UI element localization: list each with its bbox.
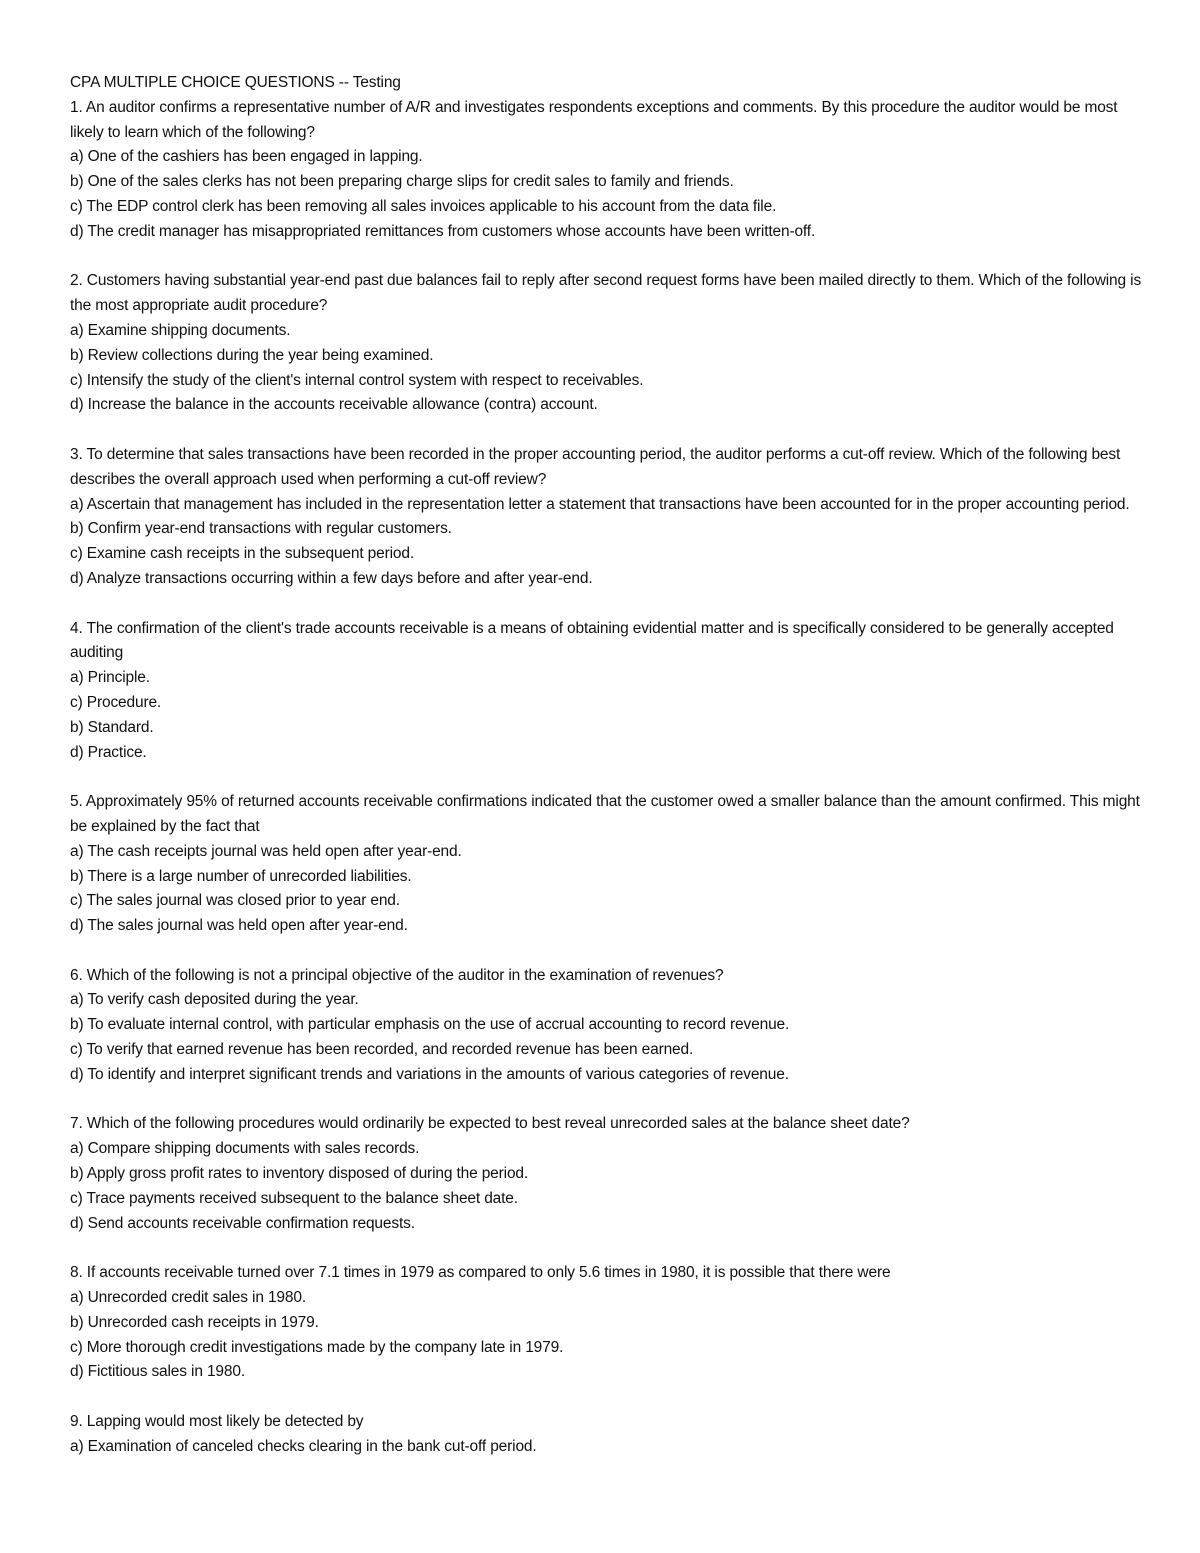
question-stem: 3. To determine that sales transactions have been recorded in the proper accounting period, the auditor performs a cut-off review. Which of the following best describes the overall approach used when performing a cut-off review? xyxy=(70,445,1121,488)
answer-options xyxy=(70,493,1150,592)
answer-option: d) The sales journal was held open after year-end. xyxy=(70,917,408,935)
question-3 xyxy=(70,443,1150,592)
answer-option: b) One of the sales clerks has not been preparing charge slips for credit sales to family and friends. xyxy=(70,173,734,191)
answer-options xyxy=(70,319,1150,418)
answer-options xyxy=(70,988,1150,1087)
answer-option: c) The sales journal was closed prior to year end. xyxy=(70,892,400,910)
answer-option: c) Trace payments received subsequent to the balance sheet date. xyxy=(70,1189,518,1207)
answer-options xyxy=(70,840,1150,939)
answer-option: d) Practice. xyxy=(70,743,147,761)
question-stem: 7. Which of the following procedures would ordinarily be expected to best reveal unrecorded sales at the balance sheet date? xyxy=(70,1115,910,1133)
question-stem: 1. An auditor confirms a representative number of A/R and investigates respondents exceptions and comments. By this procedure the auditor would be most likely to learn which of the following? xyxy=(70,98,1118,141)
answer-options xyxy=(70,1435,1150,1460)
answer-option: a) Unrecorded credit sales in 1980. xyxy=(70,1289,306,1307)
answer-option: d) Increase the balance in the accounts receivable allowance (contra) account. xyxy=(70,396,598,414)
question-stem: 8. If accounts receivable turned over 7.1 times in 1979 as compared to only 5.6 times in 1980, it is possible that there were xyxy=(70,1264,891,1282)
answer-option: c) Intensify the study of the client's internal control system with respect to receivables. xyxy=(70,371,644,389)
answer-option: b) Review collections during the year being examined. xyxy=(70,346,434,364)
answer-option: a) Examination of canceled checks clearing in the bank cut-off period. xyxy=(70,1437,537,1455)
question-9 xyxy=(70,1410,1150,1460)
answer-option: d) Send accounts receivable confirmation requests. xyxy=(70,1214,415,1232)
question-stem: 5. Approximately 95% of returned accounts receivable confirmations indicated that the customer owed a smaller balance than the amount confirmed. This might be explained by the fact that xyxy=(70,793,1140,835)
answer-option: b) To evaluate internal control, with particular emphasis on the use of accrual accounting to record revenue. xyxy=(70,1016,790,1034)
answer-options xyxy=(70,145,1150,244)
answer-option: d) Analyze transactions occurring within a few days before and after year-end. xyxy=(70,569,593,587)
answer-option: b) Standard. xyxy=(70,718,154,736)
answer-options xyxy=(70,666,1150,765)
question-stem: 9. Lapping would most likely be detected by xyxy=(70,1413,364,1431)
document-title: CPA MULTIPLE CHOICE QUESTIONS -- Testing xyxy=(70,74,401,91)
answer-option: a) Ascertain that management has included in the representation letter a statement that transactions have been accounted for in the proper accounting period. xyxy=(70,495,1130,513)
document-page xyxy=(70,71,1150,1460)
question-1 xyxy=(70,96,1150,245)
answer-option: b) Apply gross profit rates to inventory disposed of during the period. xyxy=(70,1165,529,1183)
answer-options xyxy=(70,1286,1150,1385)
answer-option: d) Fictitious sales in 1980. xyxy=(70,1363,245,1381)
question-7 xyxy=(70,1112,1150,1236)
answer-option: a) The cash receipts journal was held open after year-end. xyxy=(70,842,462,860)
question-2 xyxy=(70,269,1150,418)
answer-option: a) Examine shipping documents. xyxy=(70,321,291,339)
answer-options xyxy=(70,1137,1150,1236)
question-list xyxy=(70,96,1150,1460)
answer-option: d) The credit manager has misappropriated remittances from customers whose accounts have been written-off. xyxy=(70,222,816,240)
answer-option: a) Compare shipping documents with sales records. xyxy=(70,1140,420,1158)
answer-option: c) The EDP control clerk has been removing all sales invoices applicable to his account from the data file. xyxy=(70,197,777,215)
answer-option: b) Unrecorded cash receipts in 1979. xyxy=(70,1313,319,1331)
answer-option: c) More thorough credit investigations made by the company late in 1979. xyxy=(70,1338,564,1356)
answer-option: c) To verify that earned revenue has been recorded, and recorded revenue has been earned. xyxy=(70,1041,694,1059)
answer-option: b) Confirm year-end transactions with regular customers. xyxy=(70,520,452,538)
question-stem: 6. Which of the following is not a principal objective of the auditor in the examination of revenues? xyxy=(70,966,724,984)
answer-option: a) Principle. xyxy=(70,669,150,687)
question-8 xyxy=(70,1261,1150,1385)
answer-option: d) To identify and interpret significant trends and variations in the amounts of various categories of revenue. xyxy=(70,1065,789,1083)
question-5 xyxy=(70,790,1150,939)
answer-option: b) There is a large number of unrecorded liabilities. xyxy=(70,867,412,885)
answer-option: c) Procedure. xyxy=(70,693,162,711)
question-4 xyxy=(70,617,1150,766)
question-stem: 2. Customers having substantial year-end past due balances fail to reply after second request forms have been mailed directly to them. Which of the following is the most appropriate audit procedure? xyxy=(70,272,1142,315)
answer-option: c) Examine cash receipts in the subsequent period. xyxy=(70,545,415,563)
question-6 xyxy=(70,964,1150,1088)
answer-option: a) One of the cashiers has been engaged in lapping. xyxy=(70,148,423,166)
answer-option: a) To verify cash deposited during the year. xyxy=(70,991,359,1009)
question-stem: 4. The confirmation of the client's trade accounts receivable is a means of obtaining evidential matter and is specifically considered to be generally accepted auditing xyxy=(70,619,1114,662)
